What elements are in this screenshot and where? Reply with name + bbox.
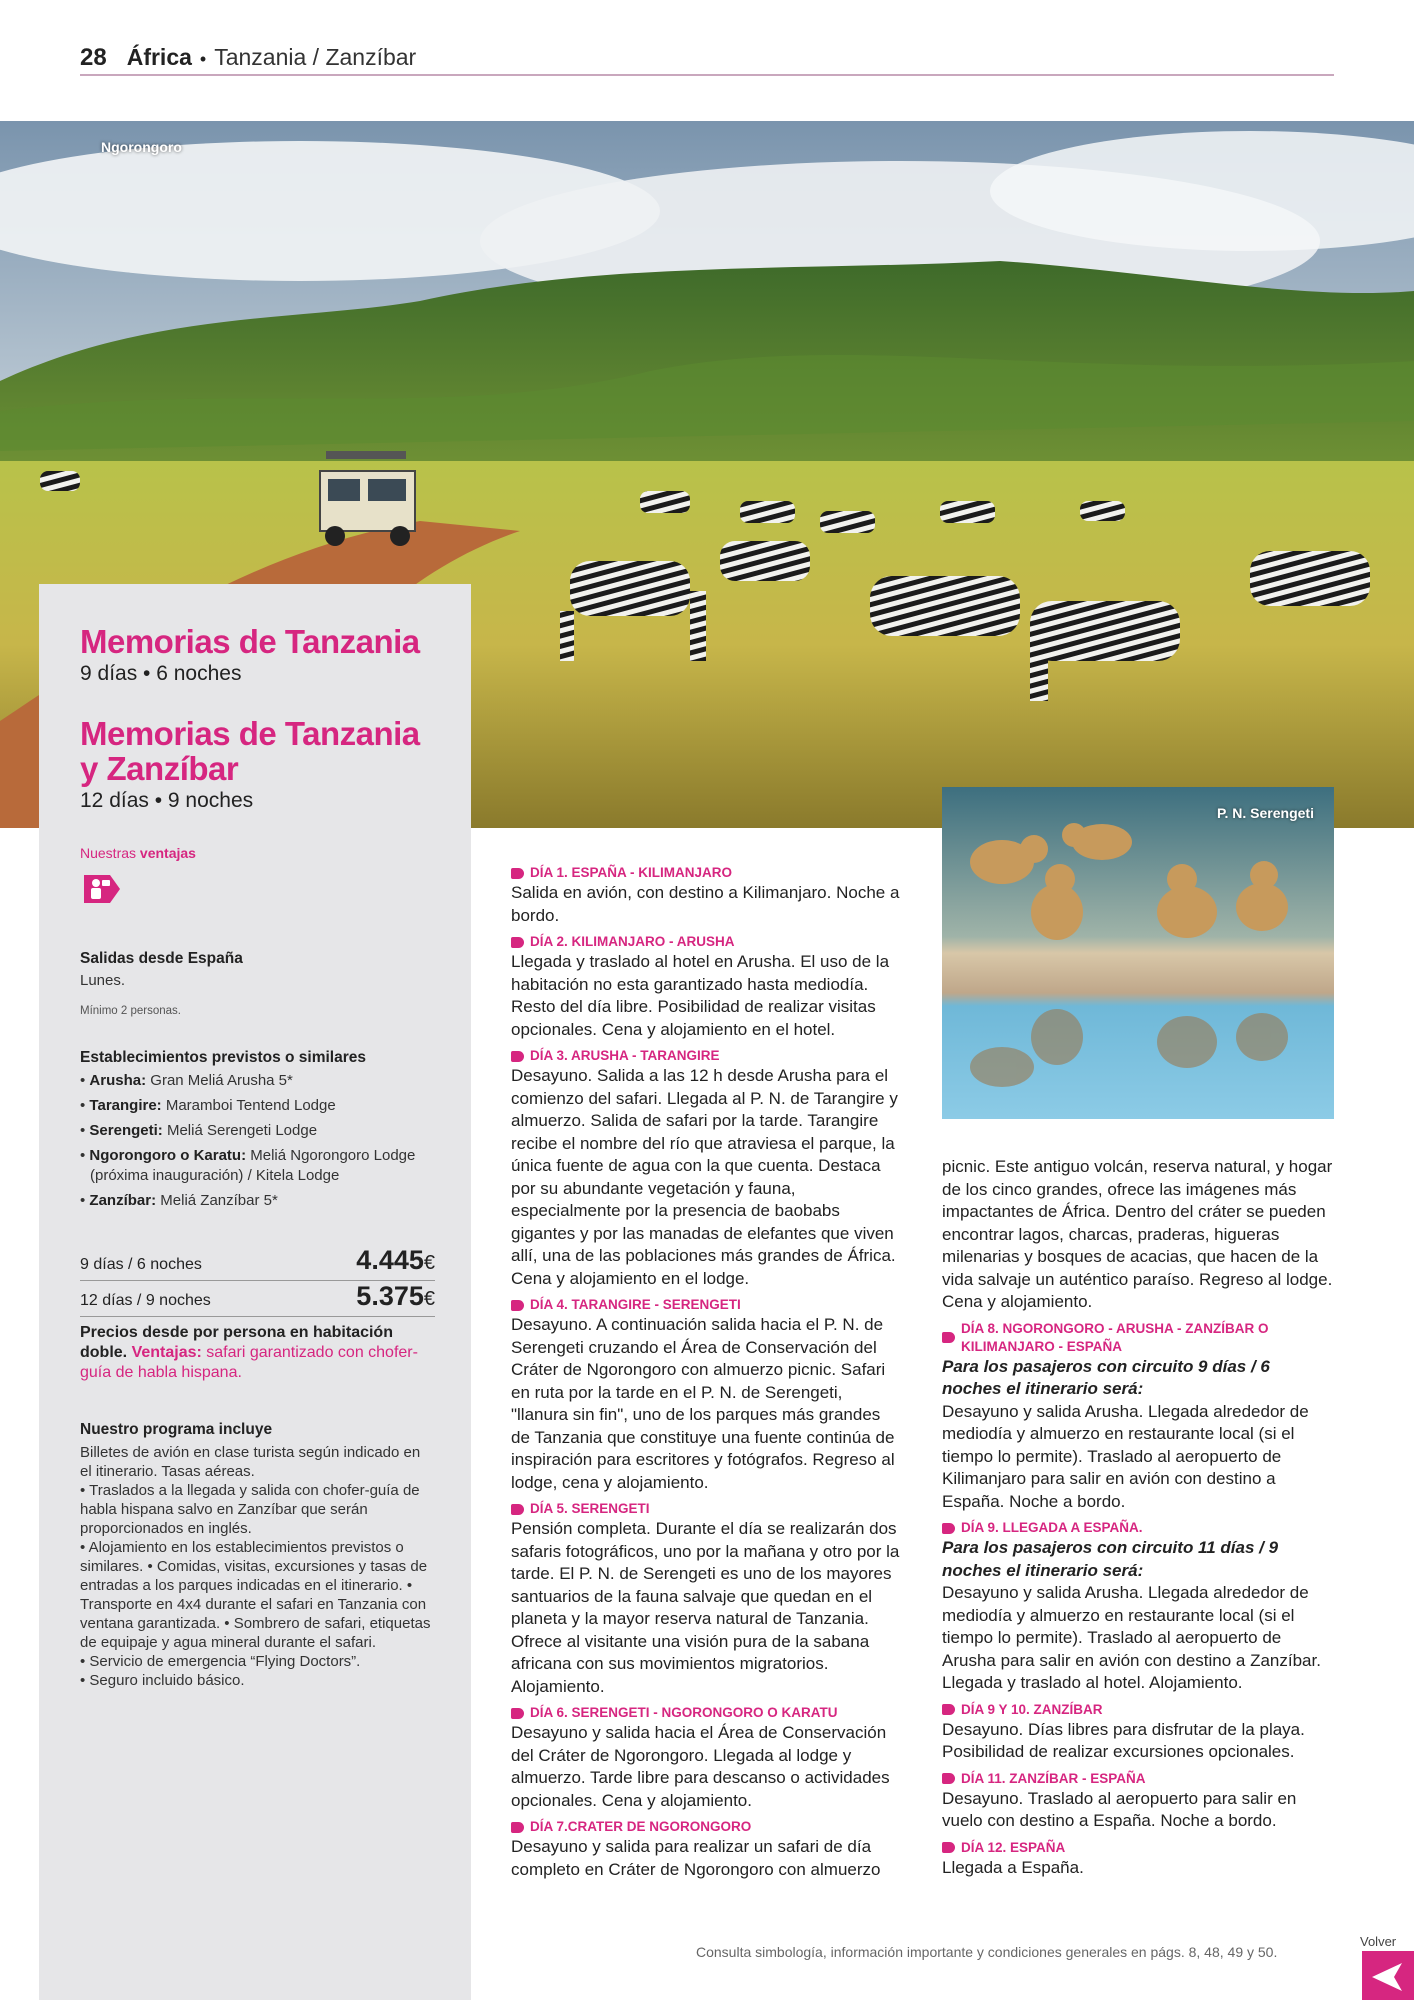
day7-continuation: picnic. Este antiguo volcán, reserva natural, y hogar de los cinco grandes, ofrece las imágenes más impactantes de África. Dentro del cráter se pueden encontrar lagos, charcas, praderas, higueras milenarias y bosques de acacias, que hacen de la vida salvaje un auténtico paraíso. Regreso al lodge. Cena y alojamiento. [942, 1157, 1333, 1311]
salidas-heading: Salidas desde España [80, 950, 243, 967]
incluye-text: Billetes de avión en clase turista según indicado en el itinerario. Tasas aéreas. • Traslados a la llegada y salida con chofer-guía de habla hispana salvo en Zanzíbar que serán proporcionados en inglés. • Alojamiento en los establecimientos previstos o similares. • Comidas, visitas, excursiones y tasas de entradas a los parques indicadas en el itinerario. • Transporte en 4x4 durante el safari en Tanzania con ventana garantizada. • Sombrero de safari, etiquetas de equipaje y agua mineral durante el safari. • Servicio de emergencia “Flying Doctors”. • Seguro incluido básico. [80, 1444, 431, 1689]
hoteles-heading: Establecimientos previstos o similares [80, 1049, 367, 1066]
itinerary-column-2 [942, 1156, 1334, 1885]
itinerary-day: DÍA 5. SERENGETI Pensión completa. Durante el día se realizarán dos safaris fotográficos, uno por la mañana y otro por la tarde. El P. N. de Serengeti es uno de los mayores santuarios de la fauna salvaje que quedan en el planeta y la mayor reserva natural de Tanzania. Ofrece al visitante una visión pura de la sabana africana con sus movimientos migratorios. Alojamiento. [511, 1501, 900, 1696]
subregion-title: Tanzania / Zanzíbar [214, 44, 417, 70]
back-arrow-icon [1362, 1951, 1414, 2000]
day-marker-icon [511, 868, 524, 879]
hotel-item: • Zanzíbar: Meliá Zanzíbar 5* [80, 1192, 278, 1209]
price-note: Precios desde por persona en habitación doble. Ventajas: safari garantizado con chofer-guía de habla hispana. [80, 1324, 418, 1381]
page-header [80, 44, 1334, 76]
day-marker-icon [511, 1708, 524, 1719]
hotel-item: • Serengeti: Meliá Serengeti Lodge [80, 1122, 318, 1139]
page-number: 28 [80, 44, 107, 71]
program-title-2-line2: y Zanzíbar [80, 750, 239, 787]
day-marker-icon [942, 1773, 955, 1784]
hotel-item: • Ngorongoro o Karatu: Meliá Ngorongoro Lodge (próxima inauguración) / Kitela Lodge [80, 1147, 416, 1184]
back-button[interactable] [1362, 1951, 1414, 2000]
day-marker-icon [942, 1523, 955, 1534]
minimo-text: Mínimo 2 personas. [80, 1005, 181, 1017]
incluye-heading: Nuestro programa incluye [80, 1421, 273, 1438]
day-marker-icon [942, 1704, 955, 1715]
itinerary-day: DÍA 9 Y 10. ZANZÍBAR Desayuno. Días libres para disfrutar de la playa. Posibilidad de realizar excursiones opcionales. [942, 1701, 1305, 1761]
day-marker-icon [942, 1332, 955, 1343]
itinerary-day: DÍA 1. ESPAÑA - KILIMANJARO Salida en avión, con destino a Kilimanjaro. Noche a bordo. [511, 865, 900, 925]
price-table [80, 1245, 435, 1383]
itinerary-day: DÍA 2. KILIMANJARO - ARUSHA Llegada y traslado al hotel en Arusha. El uso de la habitación no esta garantizado hasta mediodía. Resto del día libre. Posibilidad de realizar visitas opcionales. Cena y alojamiento en el hotel. [511, 934, 890, 1039]
day-marker-icon [511, 1300, 524, 1311]
day-marker-icon [511, 1051, 524, 1062]
itinerary-day: DÍA 9. LLEGADA A ESPAÑA. Para los pasajeros con circuito 11 días / 9 noches el itinerario será: Desayuno y salida Arusha. Llegada alrededor de mediodía y almuerzo en restaurante local (si el tiempo lo permite). Traslado al aeropuerto de Arusha para salir en avión con destino a Zanzíbar. Llegada y traslado al hotel. Alojamiento. [942, 1520, 1321, 1692]
hoteles-list [80, 1071, 435, 1211]
guide-badge-icon [80, 871, 122, 907]
itinerary-day: DÍA 12. ESPAÑA Llegada a España. [942, 1839, 1084, 1877]
info-sidebar [39, 584, 471, 2000]
footer-note: Consulta simbología, información importante y condiciones generales en págs. 8, 48, 49 y 50. [696, 1944, 1278, 1960]
back-label[interactable]: Volver [1360, 1934, 1397, 1949]
ventajas-label [80, 845, 435, 861]
itinerary-day: DÍA 4. TARANGIRE - SERENGETI Desayuno. A continuación salida hacia el P. N. de Serengeti cruzando el Área de Conservación del Cráter de Ngorongoro con almuerzo picnic. Safari en ruta por la tarde en el P. N. de Serengeti, "llanura sin fin", uno de los parques más grandes de Tanzania que constituye una fuente continúa de inspiración para escritores y fotógrafos. Regreso al lodge, cena y alojamiento. [511, 1297, 895, 1492]
price-row [80, 1245, 435, 1281]
itinerary-day: DÍA 7.CRATER DE NGORONGORO Desayuno y salida para realizar un safari de día completo en Cráter de Ngorongoro con almuerzo [511, 1819, 881, 1879]
serengeti-lion-photo [942, 787, 1334, 1119]
itinerary-day: DÍA 6. SERENGETI - NGORONGORO O KARATU Desayuno y salida hacia el Área de Conservación del Cráter de Ngorongoro. Llegada al lodge y almuerzo. Tarde libre para descanso o actividades opcionales. Cena y alojamiento. [511, 1705, 890, 1810]
hotel-item: • Tarangire: Maramboi Tentend Lodge [80, 1097, 336, 1114]
program-title-1: Memorias de Tanzania [80, 623, 420, 660]
program-duration-1: 9 días • 6 noches [80, 662, 242, 685]
day-marker-icon [511, 1822, 524, 1833]
lion-photo-caption: P. N. Serengeti [1216, 805, 1314, 821]
price-value: 4.445€ [356, 1245, 435, 1275]
day-marker-icon [942, 1842, 955, 1853]
program-duration-2: 12 días • 9 noches [80, 789, 254, 812]
day-marker-icon [511, 937, 524, 948]
price-value: 5.375€ [356, 1281, 435, 1311]
hero-caption: Ngorongoro [101, 139, 182, 155]
region-title: África [126, 44, 192, 70]
hotel-item: • Arusha: Gran Meliá Arusha 5* [80, 1072, 293, 1089]
itinerary-day: DÍA 8. NGORONGORO - ARUSHA - ZANZÍBAR O KILIMANJARO - ESPAÑA Para los pasajeros con circuito 9 días / 6 noches el itinerario será: Desayuno y salida Arusha. Llegada alrededor de mediodía y almuerzo en restaurante local (si el tiempo lo permite). Traslado al aeropuerto de Kilimanjaro para salir en avión con destino a España. Noche a bordo. [942, 1320, 1309, 1511]
header-separator: • [199, 49, 207, 69]
itinerary-day: DÍA 3. ARUSHA - TARANGIRE Desayuno. Salida a las 12 h desde Arusha para el comienzo del safari. Llegada al P. N. de Tarangire y almuerzo. Salida de safari por la tarde. Tarangire recibe el nombre del río que atraviesa el parque, la única fuente de agua con la que cuenta. Destaca por su abundante vegetación y fauna, especialmente por la presencia de baobabs gigantes y por las manadas de elefantes que viven allí, una de las poblaciones más grandes de África. Cena y alojamiento en el lodge. [511, 1048, 898, 1288]
itinerary-column-1 [511, 864, 903, 1887]
price-label: 9 días / 6 noches [80, 1256, 202, 1273]
price-row [80, 1281, 435, 1317]
ventajas-bold: ventajas [139, 845, 196, 861]
program-title-2-line1: Memorias de Tanzania [80, 715, 420, 752]
price-label: 12 días / 9 noches [80, 1292, 211, 1309]
ventajas-prefix: Nuestras [80, 845, 137, 861]
day-marker-icon [511, 1504, 524, 1515]
salidas-text: Lunes. [80, 972, 126, 989]
itinerary-day: DÍA 11. ZANZÍBAR - ESPAÑA Desayuno. Traslado al aeropuerto para salir en vuelo con destino a España. Noche a bordo. [942, 1770, 1297, 1830]
